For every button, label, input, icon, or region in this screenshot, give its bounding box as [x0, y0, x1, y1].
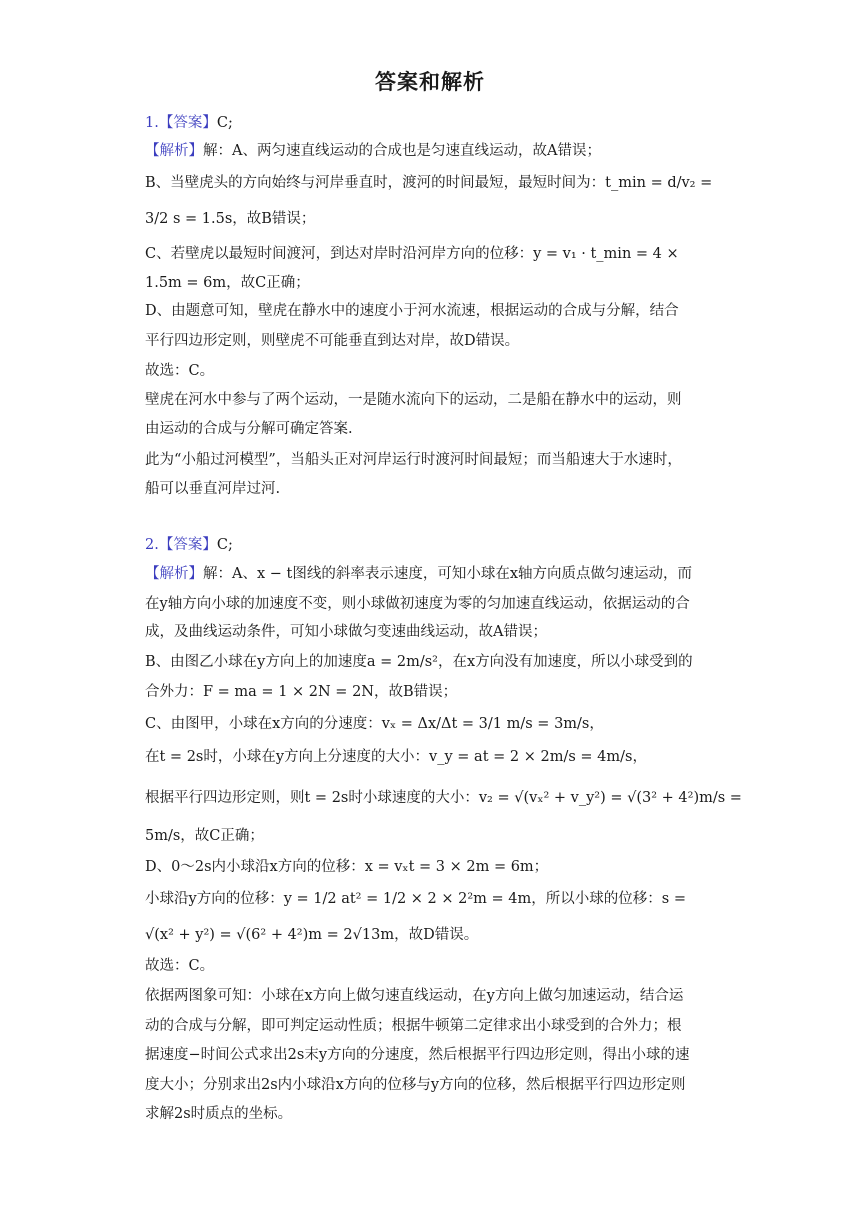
q1-analysis-tag: 【解析】 — [145, 143, 203, 159]
q2-answer: C; — [216, 537, 233, 553]
q1-answer: C; — [216, 115, 233, 131]
q1-answer-tag: 【答案】 — [158, 115, 217, 131]
q2-line-12: √(x² + y²) = √(6² + 4²)m = 2√13m，故D错误。 — [145, 927, 479, 943]
q1-line-12: 船可以垂直河岸过河. — [145, 481, 281, 497]
q2-line-8: 根据平行四边形定则，则t = 2s时小球速度的大小：v₂ = √(vₓ² + v_y²) = √(3² + 4²)m/s = — [145, 790, 742, 806]
q2-line-6: C、由图甲，小球在x方向的分速度：vₓ = Δx/Δt = 3/1 m/s = 3m/s， — [145, 716, 604, 732]
q1-line-9: 壁虎在河水中参与了两个运动，一是随水流向下的运动，二是船在静水中的运动，则 — [145, 392, 682, 408]
q2-line-9: 5m/s，故C正确； — [145, 828, 264, 844]
q2-analysis-tag: 【解析】 — [145, 566, 203, 582]
q2-answer-tag: 【答案】 — [158, 537, 217, 553]
q2-line-15: 动的合成与分解，即可判定运动性质；根据牛顿第二定律求出小球受到的合外力；根 — [145, 1018, 682, 1034]
q2-line-3: 成，及曲线运动条件，可知小球做匀变速曲线运动，故A错误； — [145, 624, 547, 640]
q1-line-8: 故选：C。 — [145, 363, 215, 379]
q1-line-2: B、当壁虎头的方向始终与河岸垂直时，渡河的时间最短，最短时间为：t_min = d/v₂ = — [145, 175, 713, 191]
q2-line-10: D、0～2s内小球沿x方向的位移：x = vₓt = 3 × 2m = 6m； — [145, 859, 549, 875]
q2-line-2: 在y轴方向小球的加速度不变，则小球做初速度为零的匀加速直线运动，依据运动的合 — [145, 596, 690, 612]
q1-header — [145, 113, 233, 133]
q1-line-6: D、由题意可知，壁虎在静水中的速度小于河水流速，根据运动的合成与分解，结合 — [145, 303, 679, 319]
q2-line-17: 度大小；分别求出2s内小球沿x方向的位移与y方向的位移，然后根据平行四边形定则 — [145, 1077, 686, 1093]
q2-line-1 — [145, 564, 692, 584]
q1-line-7: 平行四边形定则，则壁虎不可能垂直到达对岸，故D错误。 — [145, 333, 520, 349]
q1-line-1 — [145, 141, 601, 161]
q2-header — [145, 535, 233, 555]
q1-line-10: 由运动的合成与分解可确定答案. — [145, 421, 353, 437]
q1-line-11: 此为“小船过河模型”，当船头正对河岸运行时渡河时间最短；而当船速大于水速时， — [145, 452, 682, 468]
q1-line-3: 3/2 s = 1.5s，故B错误； — [145, 211, 316, 227]
q1-number: 1. — [145, 115, 159, 131]
q2-line-7: 在t = 2s时，小球在y方向上分速度的大小：v_y = at = 2 × 2m/s = 4m/s， — [145, 749, 647, 765]
q2-line-11: 小球沿y方向的位移：y = 1/2 at² = 1/2 × 2 × 2²m = 4m，所以小球的位移：s = — [145, 891, 686, 907]
page-title: 答案和解析 — [375, 70, 485, 94]
q2-line-18: 求解2s时质点的坐标。 — [145, 1106, 293, 1122]
q1-line-4: C、若壁虎以最短时间渡河，到达对岸时沿河岸方向的位移：y = v₁ · t_min = 4 × — [145, 246, 679, 262]
q2-line-5: 合外力：F = ma = 1 × 2N = 2N，故B错误； — [145, 684, 458, 700]
q1-line-text: 解：A、两匀速直线运动的合成也是匀速直线运动，故A错误； — [203, 143, 601, 159]
q2-line-14: 依据两图象可知：小球在x方向上做匀速直线运动，在y方向上做匀加速运动，结合运 — [145, 988, 684, 1004]
q2-number: 2. — [145, 537, 159, 553]
q2-line-13: 故选：C。 — [145, 958, 215, 974]
q2-line-16: 据速度−时间公式求出2s末y方向的分速度，然后根据平行四边形定则，得出小球的速 — [145, 1047, 690, 1063]
q2-line-text: 解：A、x − t图线的斜率表示速度，可知小球在x轴方向质点做匀速运动，而 — [203, 566, 693, 582]
q2-line-4: B、由图乙小球在y方向上的加速度a = 2m/s²，在x方向没有加速度，所以小球受到的 — [145, 654, 693, 670]
q1-line-5: 1.5m = 6m，故C正确； — [145, 275, 310, 291]
